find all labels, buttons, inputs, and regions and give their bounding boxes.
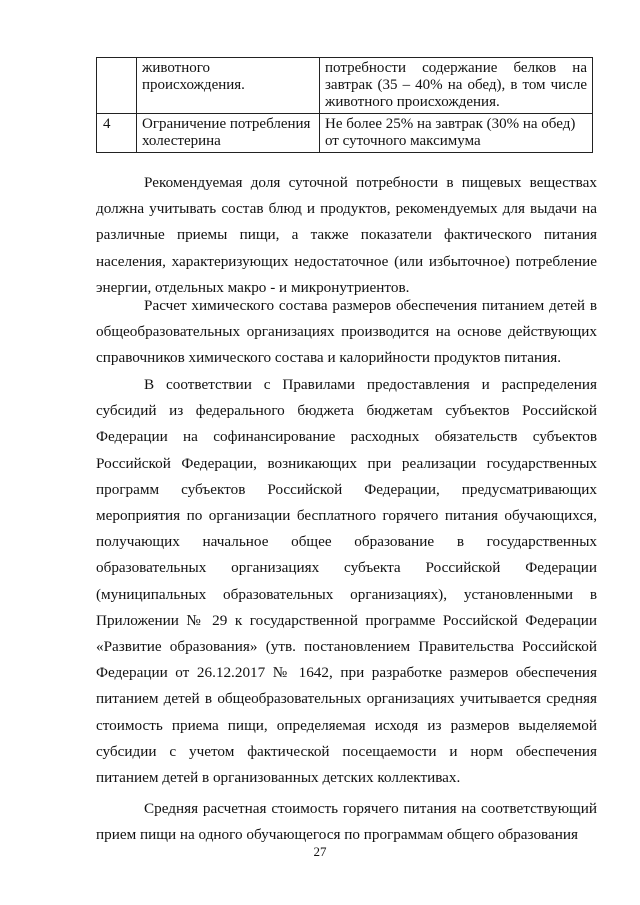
paragraph-chemical-composition: Расчет химического состава размеров обеспечения питанием детей в общеобразовательных организациях производится на основе действующих справочников химического состава и калорийности продуктов питания. <box>96 297 597 367</box>
nutrition-table <box>96 57 593 153</box>
table-row <box>97 114 593 153</box>
paragraph-recommended-share: Рекомендуемая доля суточной потребности в пищевых веществах должна учитывать состав блюд и продуктов, рекомендуемых для выдачи на различные приемы пищи, а также показатели фактического питания населения, характеризующих недостаточное (или избыточное) потребление энергии, отдельных макро - и микронутриентов. <box>96 174 597 296</box>
paragraph-average-cost: Средняя расчетная стоимость горячего питания на соответствующий прием пищи на одного обучающегося по программам общего образования <box>96 800 597 844</box>
table-cell-number <box>97 58 137 114</box>
table-cell-name: Ограничение потребления холестерина <box>137 114 320 153</box>
page-number: 27 <box>313 844 327 859</box>
table-cell-description: Не более 25% на завтрак (30% на обед) от суточного максимума <box>320 114 593 153</box>
table-cell-description: потребности содержание белков на завтрак (35 – 40% на обед), в том числе животного происхождения. <box>320 58 593 114</box>
paragraph-subsidy-rules: В соответствии с Правилами предоставления и распределения субсидий из федерального бюджета бюджетам субъектов Российской Федерации на софинансирование расходных обязательств субъектов Российской Федерации, возникающих при реализации государственных программ субъектов Российской Федерации, предусматривающих мероприятия по организации бесплатного горячего питания обучающихся, получающих начальное общее образование в государственных образовательных организациях субъекта Российской Федерации (муниципальных образовательных организациях), установленными в Приложении № 29 к государственной программе Российской Федерации «Развитие образования» (утв. постановлением Правительства Российской Федерации от 26.12.2017 № 1642, при разработке размеров обеспечения питанием детей в общеобразовательных организациях учитывается средняя стоимость приема пищи, определяемая исходя из размеров выделяемой субсидии с учетом фактической посещаемости и норм обеспечения питанием детей в организованных детских коллективах. <box>96 376 597 787</box>
table-row <box>97 58 593 114</box>
table-cell-number: 4 <box>97 114 137 153</box>
table-cell-name: животного происхождения. <box>137 58 320 114</box>
